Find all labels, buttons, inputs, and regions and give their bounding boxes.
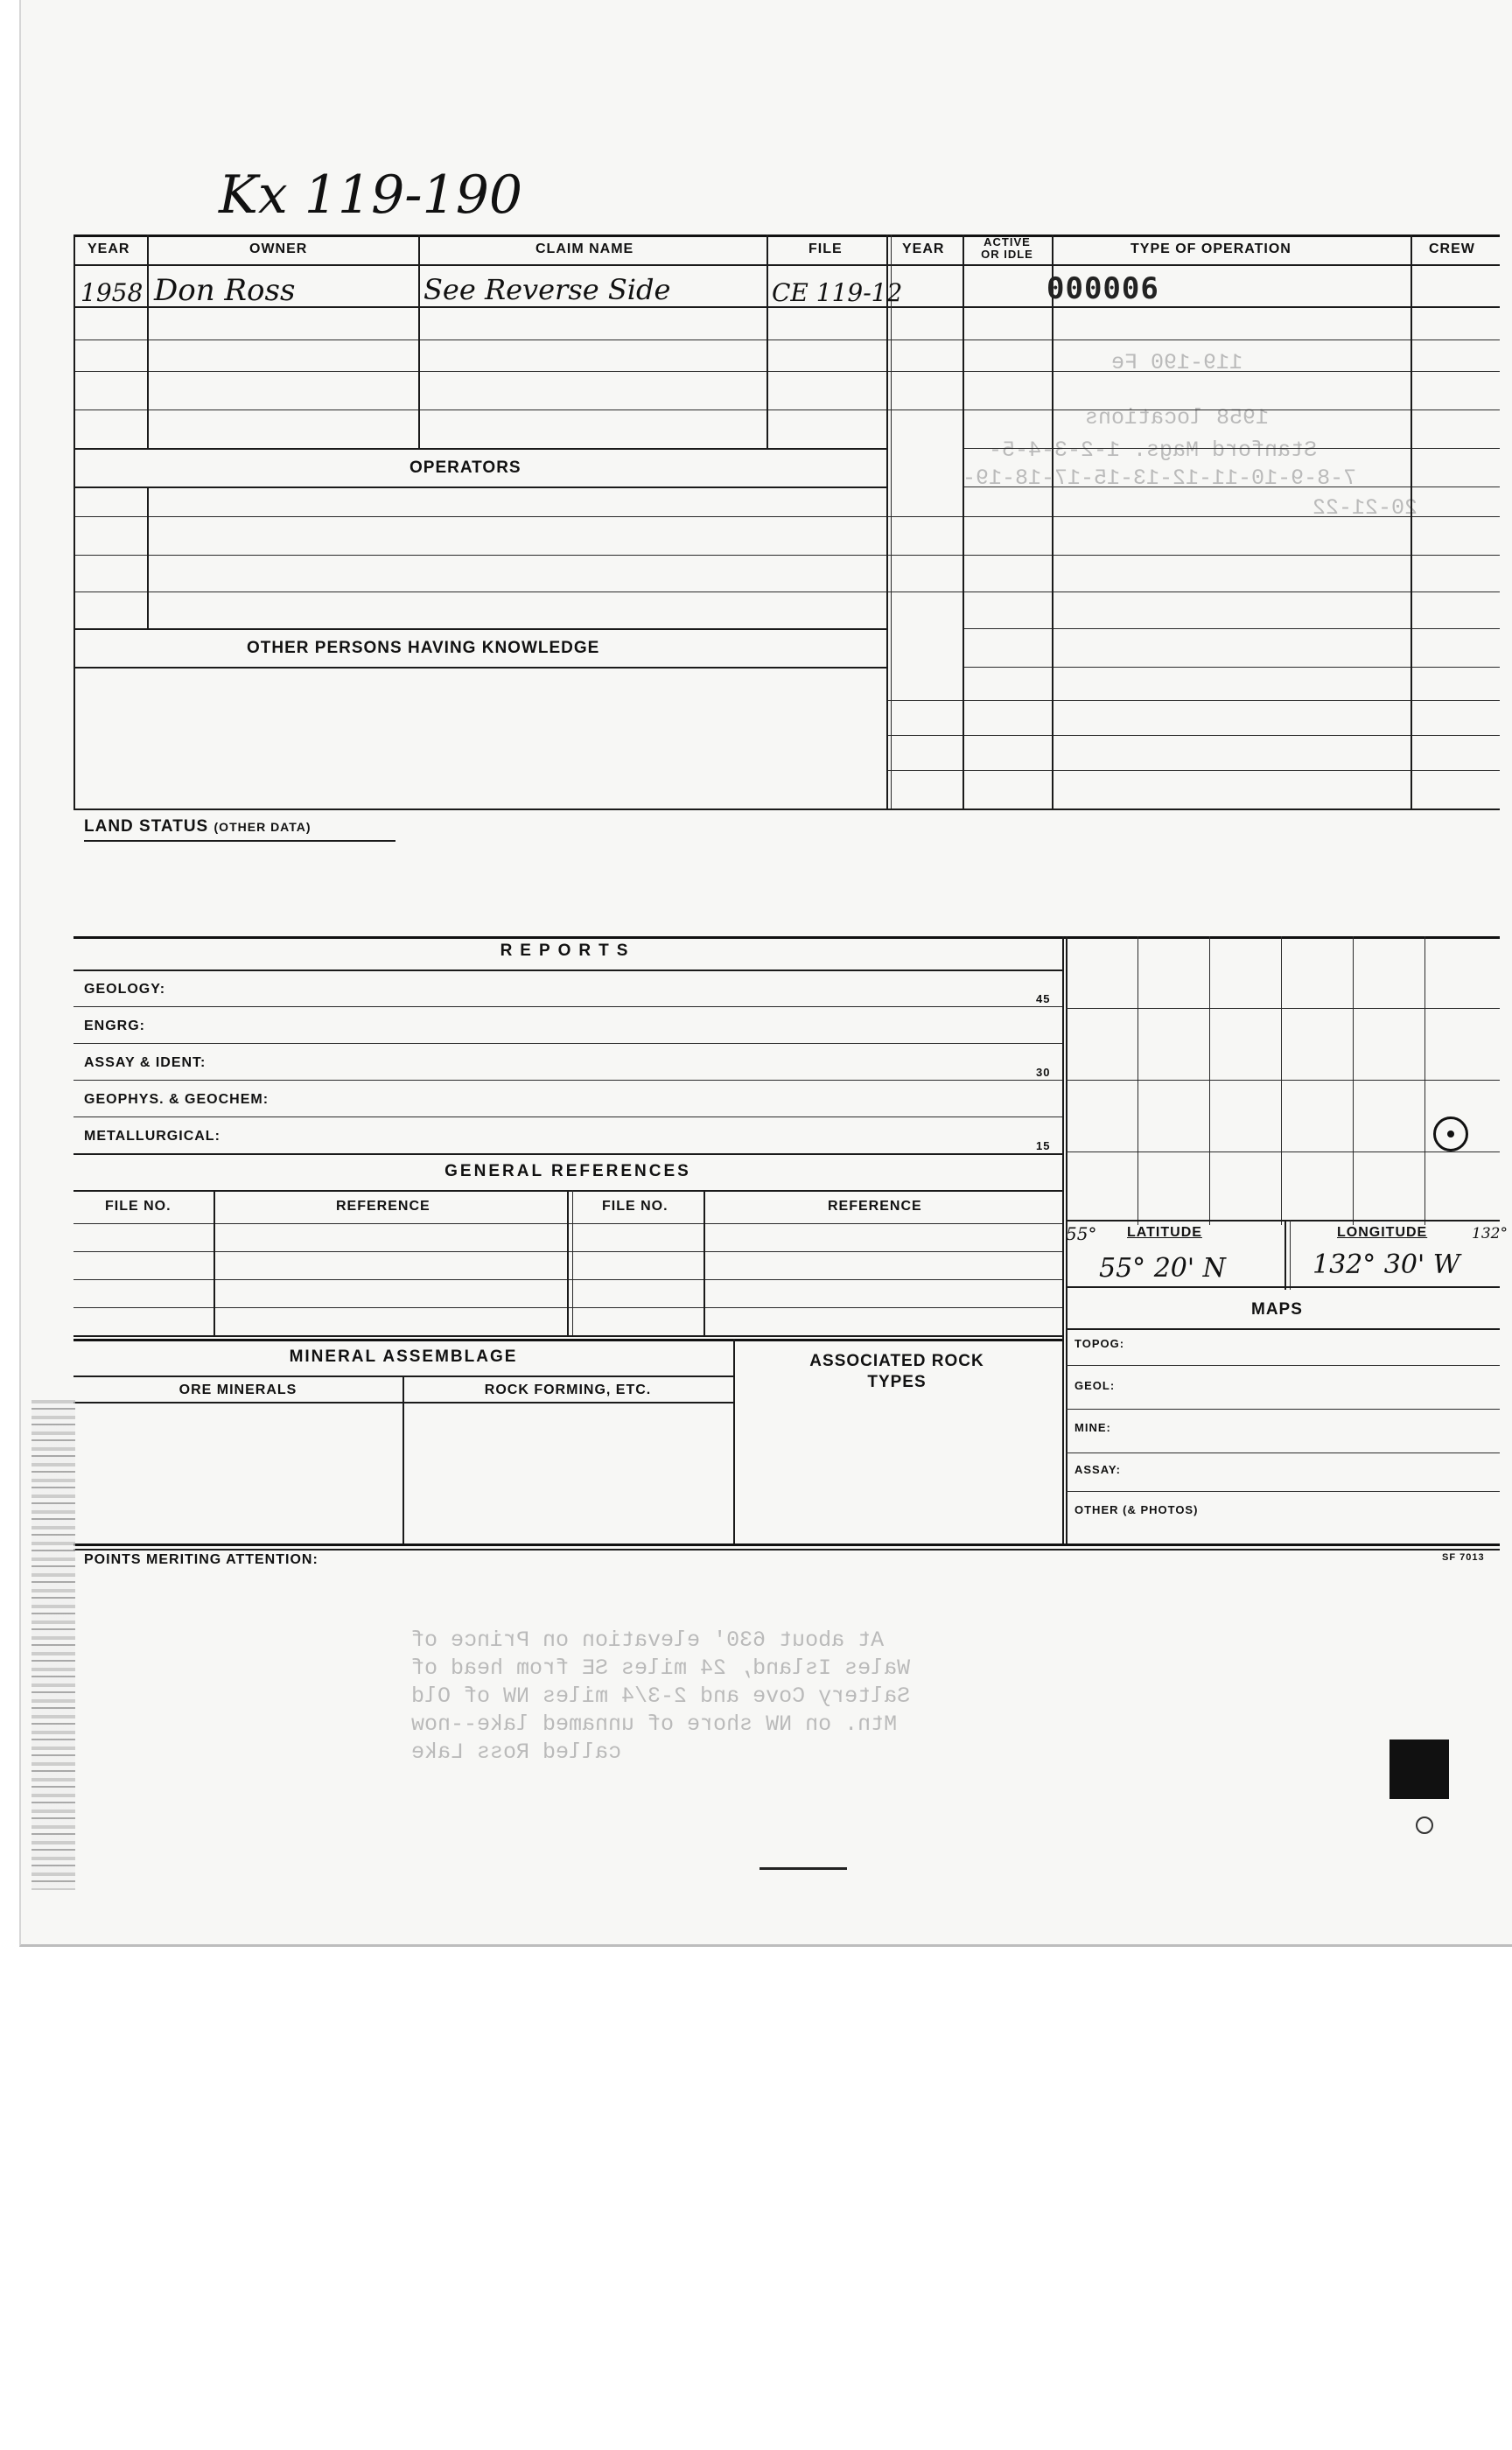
entry-owner: Don Ross bbox=[154, 273, 296, 308]
rule bbox=[74, 486, 887, 488]
bleed-line: 1958 locations bbox=[1085, 405, 1270, 430]
rule bbox=[74, 808, 1500, 810]
report-geology: GEOLOGY: bbox=[84, 982, 166, 997]
ref-col-file-no: FILE NO. bbox=[105, 1199, 172, 1214]
bleed-line: 20-21-22 bbox=[1312, 495, 1418, 521]
rule bbox=[1066, 1220, 1500, 1222]
rule bbox=[1066, 1452, 1500, 1453]
rule bbox=[74, 448, 887, 450]
rule bbox=[147, 486, 149, 628]
col-year: YEAR bbox=[88, 242, 130, 256]
mineral-assemblage-heading: MINERAL ASSEMBLAGE bbox=[289, 1348, 518, 1366]
form-number: SF 7013 bbox=[1442, 1552, 1485, 1563]
rule bbox=[74, 1116, 1062, 1117]
rule bbox=[572, 1190, 573, 1335]
ref-col-reference-2: REFERENCE bbox=[828, 1199, 922, 1214]
rule bbox=[74, 264, 1500, 266]
rule bbox=[74, 234, 1500, 237]
rule bbox=[962, 448, 1500, 449]
bleed-line: At about 630' elevation on Prince of bbox=[411, 1628, 885, 1653]
scale-30: 30 bbox=[1036, 1066, 1051, 1079]
file-reference-handwritten: Kx 119-190 bbox=[219, 164, 523, 226]
maps-mine: MINE: bbox=[1074, 1421, 1111, 1434]
land-status-label: LAND STATUS bbox=[84, 817, 209, 836]
rule bbox=[74, 1339, 1062, 1341]
rule bbox=[1066, 1080, 1500, 1081]
col-file: FILE bbox=[808, 242, 843, 256]
col-rock-forming: ROCK FORMING, ETC. bbox=[484, 1382, 652, 1397]
rule bbox=[74, 1544, 1500, 1546]
rule bbox=[74, 1335, 1062, 1337]
rule bbox=[1410, 234, 1412, 808]
rule bbox=[1290, 1220, 1291, 1290]
scale-15: 15 bbox=[1036, 1139, 1051, 1152]
entry-file: CE 119-12 bbox=[772, 278, 903, 307]
maps-topog: TOPOG: bbox=[1074, 1337, 1125, 1350]
maps-geol: GEOL: bbox=[1074, 1379, 1116, 1392]
report-geophys: GEOPHYS. & GEOCHEM: bbox=[84, 1092, 270, 1107]
rule bbox=[74, 667, 887, 668]
report-engrg: ENGRG: bbox=[84, 1018, 145, 1033]
col-year-2: YEAR bbox=[902, 242, 945, 256]
rule bbox=[962, 667, 1500, 668]
latitude-label: LATITUDE bbox=[1127, 1225, 1202, 1240]
rule bbox=[74, 1080, 1062, 1081]
land-status-heading bbox=[84, 817, 312, 836]
rule bbox=[74, 1006, 1062, 1007]
general-references-heading: GENERAL REFERENCES bbox=[444, 1162, 691, 1180]
col-ore-minerals: ORE MINERALS bbox=[178, 1382, 298, 1397]
rule bbox=[74, 1153, 1062, 1155]
rule bbox=[1424, 936, 1425, 1225]
rule bbox=[1066, 1328, 1500, 1330]
longitude-label: LONGITUDE bbox=[1337, 1225, 1428, 1240]
rule bbox=[1066, 1409, 1500, 1410]
entry-year: 1958 bbox=[80, 278, 144, 307]
scan-edge-noise bbox=[32, 1400, 75, 1890]
rule bbox=[1062, 936, 1064, 1544]
serial-stamp: 000006 bbox=[1046, 271, 1159, 306]
bleed-line: 119-190 Fe bbox=[1111, 350, 1243, 375]
entry-claim: See Reverse Side bbox=[424, 273, 671, 306]
rule bbox=[962, 628, 1500, 629]
rule bbox=[74, 516, 1500, 517]
rule bbox=[74, 1549, 1500, 1550]
rule bbox=[74, 1043, 1062, 1044]
maps-heading: MAPS bbox=[1251, 1300, 1303, 1319]
rule bbox=[887, 770, 1500, 771]
other-persons-heading: OTHER PERSONS HAVING KNOWLEDGE bbox=[247, 639, 600, 657]
col-type-of-operation: TYPE OF OPERATION bbox=[1130, 242, 1292, 256]
reports-heading: REPORTS bbox=[500, 942, 636, 960]
rule bbox=[766, 234, 768, 450]
col-owner: OWNER bbox=[249, 242, 308, 256]
rule bbox=[1066, 1008, 1500, 1009]
rule bbox=[704, 1190, 705, 1335]
rule bbox=[962, 486, 1500, 487]
maps-other: OTHER (& PHOTOS) bbox=[1074, 1503, 1199, 1516]
rule bbox=[74, 970, 1062, 971]
rule bbox=[567, 1190, 569, 1335]
report-metallurgical: METALLURGICAL: bbox=[84, 1129, 220, 1144]
bleed-line: Wales Island, 24 miles SE from head of bbox=[411, 1656, 911, 1681]
rule bbox=[74, 234, 75, 808]
scan-punch-mark bbox=[1416, 1816, 1433, 1834]
rule bbox=[1066, 1365, 1500, 1366]
lon-tick-handwritten: 132° bbox=[1472, 1225, 1508, 1242]
location-circle-mark bbox=[1433, 1116, 1468, 1152]
rule bbox=[891, 234, 892, 808]
bleed-line: Mtn. on NW shore of unnamed lake--now bbox=[411, 1712, 898, 1737]
rule bbox=[147, 234, 149, 450]
scan-registration-mark bbox=[1390, 1740, 1449, 1799]
ref-col-file-no-2: FILE NO. bbox=[602, 1199, 668, 1214]
rule bbox=[1284, 1220, 1286, 1290]
rule bbox=[886, 234, 888, 808]
rule bbox=[1066, 1286, 1500, 1288]
rule bbox=[74, 936, 1500, 939]
bleed-line: called Ross Lake bbox=[411, 1740, 622, 1765]
points-heading: POINTS MERITING ATTENTION: bbox=[84, 1552, 318, 1567]
rule bbox=[1209, 936, 1210, 1225]
lat-tick-handwritten: 55° bbox=[1066, 1223, 1097, 1244]
operators-heading: OPERATORS bbox=[410, 458, 522, 477]
rule bbox=[84, 840, 396, 842]
rule bbox=[1066, 1491, 1500, 1492]
rule bbox=[74, 555, 1500, 556]
col-active-idle: ACTIVE OR IDLE bbox=[981, 235, 1033, 261]
col-claim-name: CLAIM NAME bbox=[536, 242, 634, 256]
scan-stroke bbox=[760, 1867, 847, 1870]
rule bbox=[402, 1376, 404, 1544]
report-assay: ASSAY & IDENT: bbox=[84, 1055, 206, 1070]
rule bbox=[733, 1339, 735, 1544]
rule bbox=[1353, 936, 1354, 1225]
land-status-sub: (OTHER DATA) bbox=[214, 820, 312, 834]
associated-rock-types-heading: ASSOCIATED ROCK TYPES bbox=[809, 1352, 984, 1391]
bleed-line: 7-8-9-10-11-12-13-15-17-18-19- bbox=[962, 466, 1357, 491]
latitude-value: 55° 20' N bbox=[1099, 1253, 1226, 1284]
bleed-line: Stanford Mags. 1-2-3-4-5- bbox=[989, 438, 1318, 463]
longitude-value: 132° 30' W bbox=[1312, 1250, 1460, 1280]
scale-45: 45 bbox=[1036, 992, 1051, 1005]
ref-col-reference: REFERENCE bbox=[336, 1199, 430, 1214]
col-crew: CREW bbox=[1429, 242, 1475, 256]
maps-assay: ASSAY: bbox=[1074, 1463, 1121, 1476]
bleed-line: Saltery Cove and 2-3/4 miles NW of Old bbox=[411, 1684, 911, 1709]
rule bbox=[962, 234, 964, 808]
rule bbox=[74, 628, 887, 630]
rule bbox=[74, 371, 1500, 372]
rule bbox=[887, 735, 1500, 736]
rule bbox=[418, 234, 420, 450]
rule bbox=[887, 700, 1500, 701]
rule bbox=[1281, 936, 1282, 1225]
rule bbox=[1052, 234, 1054, 808]
rule bbox=[214, 1190, 215, 1335]
